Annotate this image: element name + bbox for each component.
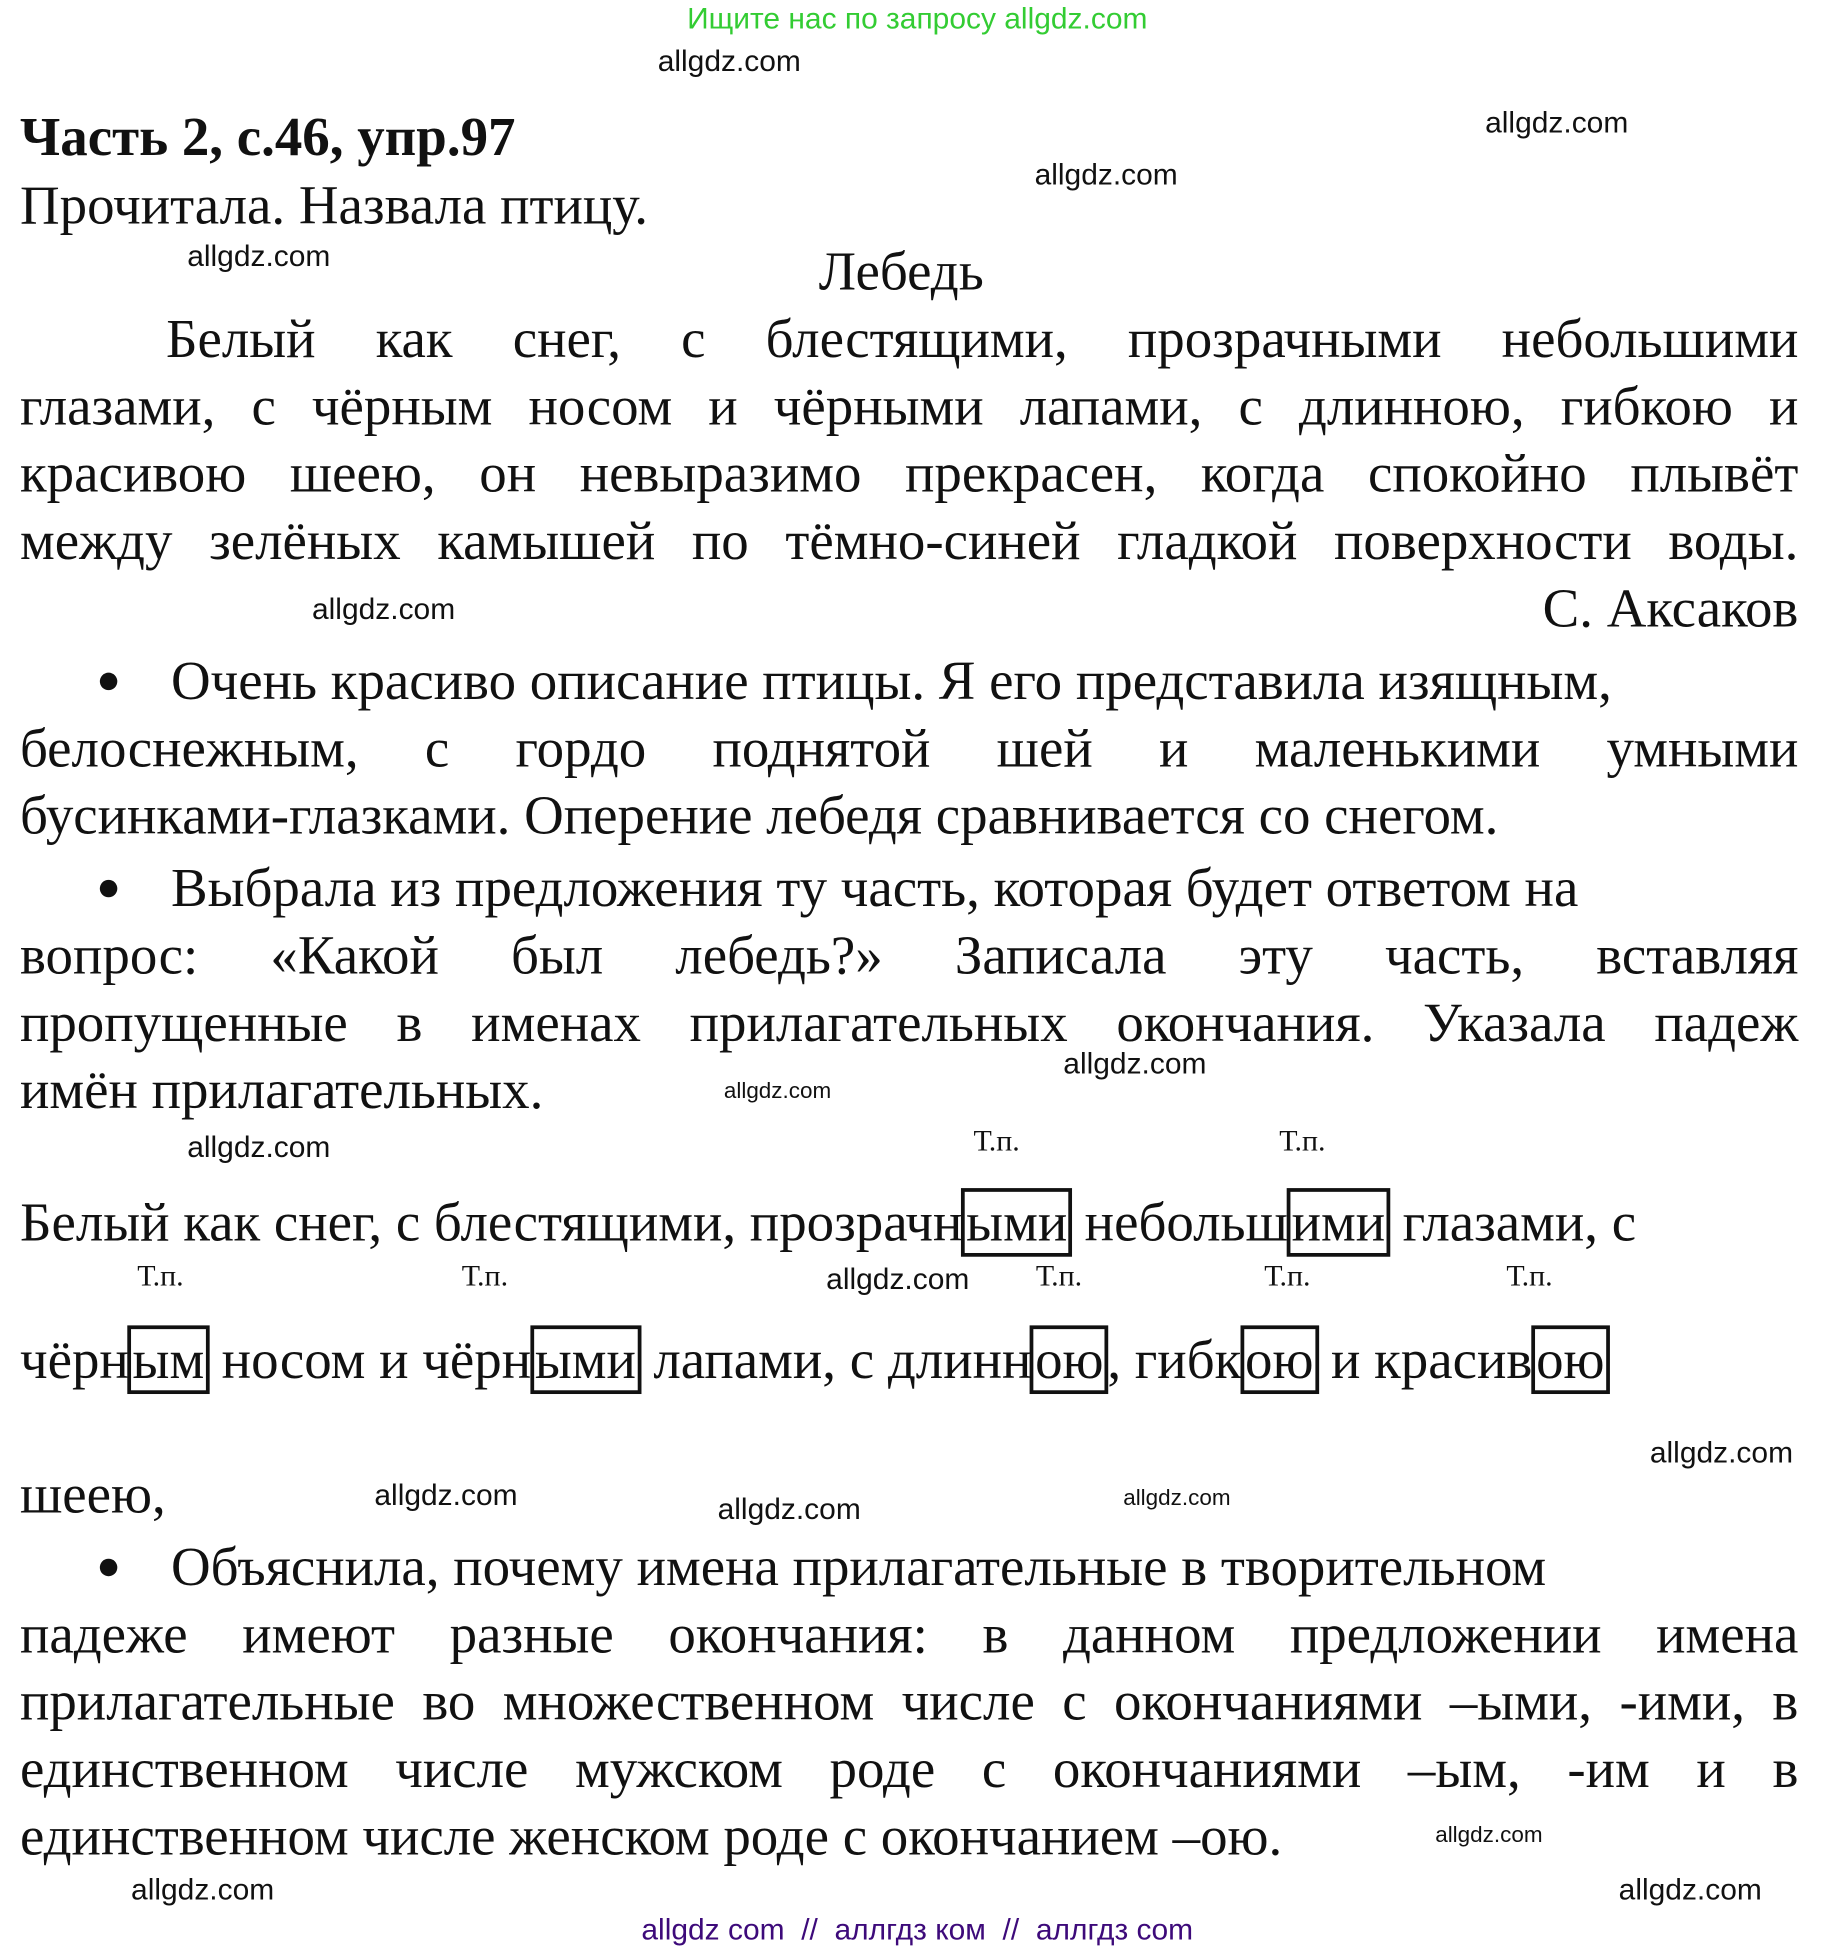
bullet2-line: пропущенные в именах прилагательных окончания. Указала падеж xyxy=(19,992,1799,1054)
ending-box: ым xyxy=(128,1325,210,1394)
bullet3-line: единственном числе мужском роде с окончаниями –ым, -им и в xyxy=(19,1738,1799,1800)
ending-box: ими xyxy=(1287,1188,1391,1257)
ending-box: ыми xyxy=(530,1325,641,1394)
watermark: allgdz.com xyxy=(374,1478,518,1513)
watermark: allgdz.com xyxy=(1123,1485,1231,1511)
ending-box: ыми xyxy=(961,1188,1072,1257)
bullet1-line: бусинками-глазками. Оперение лебедя сравнивается со снегом. xyxy=(19,784,1499,847)
footer-watermark: allgdz com // аллгдз ком // аллгдз com xyxy=(641,1913,1194,1947)
watermark: allgdz.com xyxy=(826,1262,970,1297)
answer-text: , гибк xyxy=(1107,1329,1242,1391)
answer-line-2 xyxy=(20,1327,1608,1394)
answer-text: лапами, с длинн xyxy=(639,1329,1032,1391)
answer-text: глазами, с xyxy=(1388,1191,1637,1253)
watermark: allgdz.com xyxy=(657,44,801,79)
answer-text: и красив xyxy=(1317,1329,1533,1391)
bullet2-line: вопрос: «Какой был лебедь?» Записала эту часть, вставляя xyxy=(19,924,1799,986)
answer-text: чёрн xyxy=(19,1329,129,1391)
answer-text: носом и чёрн xyxy=(207,1329,532,1391)
case-label: Т.п. xyxy=(137,1260,184,1293)
case-label: Т.п. xyxy=(1279,1125,1326,1159)
watermark: allgdz.com xyxy=(1063,1047,1207,1081)
passage-line: красивою шеею, он невыразимо прекрасен, когда спокойно плывёт xyxy=(19,443,1799,505)
watermark: allgdz.com xyxy=(723,1078,832,1104)
answer-text: Белый как снег, с блестящими, прозрачн xyxy=(19,1191,963,1253)
author: С. Аксаков xyxy=(1542,577,1799,639)
intro-line: Прочитала. Назвала птицу. xyxy=(19,174,649,236)
case-label: Т.п. xyxy=(461,1260,509,1293)
bullet3-line: прилагательные во множественном числе с окончаниями –ыми, -ими, в xyxy=(19,1671,1799,1733)
poem-title: Лебедь xyxy=(818,240,984,303)
bullet3-line: единственном числе женском роде с окончанием –ою. xyxy=(19,1805,1283,1868)
bullet-icon xyxy=(100,1559,117,1576)
case-label: Т.п. xyxy=(973,1125,1020,1159)
passage-line: между зелёных камышей по тёмно-синей гладкой поверхности воды. xyxy=(19,510,1799,572)
watermark: allgdz.com xyxy=(1618,1873,1762,1907)
ending-box: ою xyxy=(1240,1325,1318,1394)
case-label: Т.п. xyxy=(1506,1260,1553,1293)
watermark: allgdz.com xyxy=(1649,1436,1794,1471)
bullet2-line: Выбрала из предложения ту часть, которая будет ответом на xyxy=(170,857,1579,919)
bullet3-line: Объяснила, почему имена прилагательные в творительном xyxy=(170,1536,1547,1598)
ending-box: ою xyxy=(1030,1325,1108,1394)
watermark: allgdz.com xyxy=(187,1130,331,1165)
answer-line-1 xyxy=(20,1189,1636,1256)
watermark: allgdz.com xyxy=(187,239,331,274)
watermark: allgdz.com xyxy=(1485,106,1629,140)
watermark: allgdz.com xyxy=(131,1873,275,1907)
answer-line-3: шеею, xyxy=(19,1463,166,1526)
bullet3-line: падеже имеют разные окончания: в данном предложении имена xyxy=(19,1603,1799,1665)
bullet1-line: белоснежным, с гордо поднятой шей и маленькими умными xyxy=(19,717,1799,779)
bullet2-line: имён прилагательных. xyxy=(19,1059,544,1121)
bullet-icon xyxy=(100,880,117,897)
bullet1-line: Очень красиво описание птицы. Я его представила изящным, xyxy=(170,650,1612,712)
answer-text: небольш xyxy=(1070,1191,1288,1253)
watermark: allgdz.com xyxy=(1034,158,1178,193)
watermark: allgdz.com xyxy=(312,592,456,627)
passage-line: Белый как снег, с блестящими, прозрачными небольшими xyxy=(165,308,1799,370)
watermark: allgdz.com xyxy=(1435,1822,1543,1848)
case-label: Т.п. xyxy=(1035,1260,1083,1293)
ending-box: ою xyxy=(1531,1325,1609,1394)
passage-line: глазами, с чёрным носом и чёрными лапами, с длинною, гибкою и xyxy=(19,375,1799,437)
search-hint: Ищите нас по запросу allgdz.com xyxy=(687,2,1148,37)
watermark: allgdz.com xyxy=(717,1492,861,1527)
exercise-title: Часть 2, с.46, упр.97 xyxy=(19,106,516,168)
bullet-icon xyxy=(100,673,117,690)
case-label: Т.п. xyxy=(1264,1260,1311,1293)
